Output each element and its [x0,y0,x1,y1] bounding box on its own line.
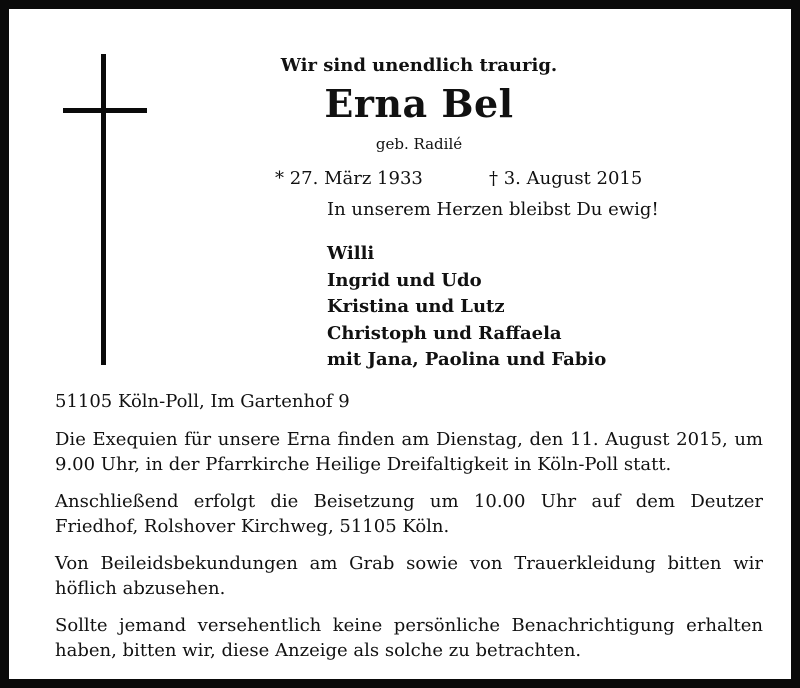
birth-date: * 27. März 1933 [275,168,423,189]
mourner-item: Christoph und Raffaela [327,322,562,344]
mourner-item: Ingrid und Udo [327,269,482,291]
notice-heading: Wir sind unendlich traurig. [280,55,558,76]
mourner-item: Kristina und Lutz [327,296,505,317]
mourner-item: mit Jana, Paolina und Fabio [327,349,607,370]
condolence-paragraph: Von Beileidsbekundungen am Grab sowie von Trauerkleidung bitten wir höflich abzusehen. [55,553,763,599]
birth-name: geb. Radilé [375,135,463,153]
life-dates [275,167,655,191]
notification-paragraph: Sollte jemand versehentlich keine persönliche Benachrichtigung erhalten haben, bitten wir, diese Anzeige als solche zu betrachten. [55,615,763,661]
memorial-motto: In unserem Herzen bleibst Du ewig! [327,199,659,220]
cross-icon [101,54,106,365]
death-date: † 3. August 2015 [489,168,643,189]
mourners-list [327,241,606,374]
deceased-name: Erna Bel [324,81,514,126]
burial-paragraph: Anschließend erfolgt die Beisetzung um 10.00 Uhr auf dem Deutzer Friedhof, Rolshover Kirchweg, 51105 Köln. [55,491,763,537]
notice-body [55,427,763,675]
mourner-item: Willi [327,243,375,264]
funeral-mass-paragraph: Die Exequien für unsere Erna finden am Dienstag, den 11. August 2015, um 9.00 Uhr, in der Pfarrkirche Heilige Dreifaltigkeit in Köln-Poll statt. [55,429,763,475]
family-address: 51105 Köln-Poll, Im Gartenhof 9 [55,391,350,412]
cross-icon-bar [63,108,147,113]
